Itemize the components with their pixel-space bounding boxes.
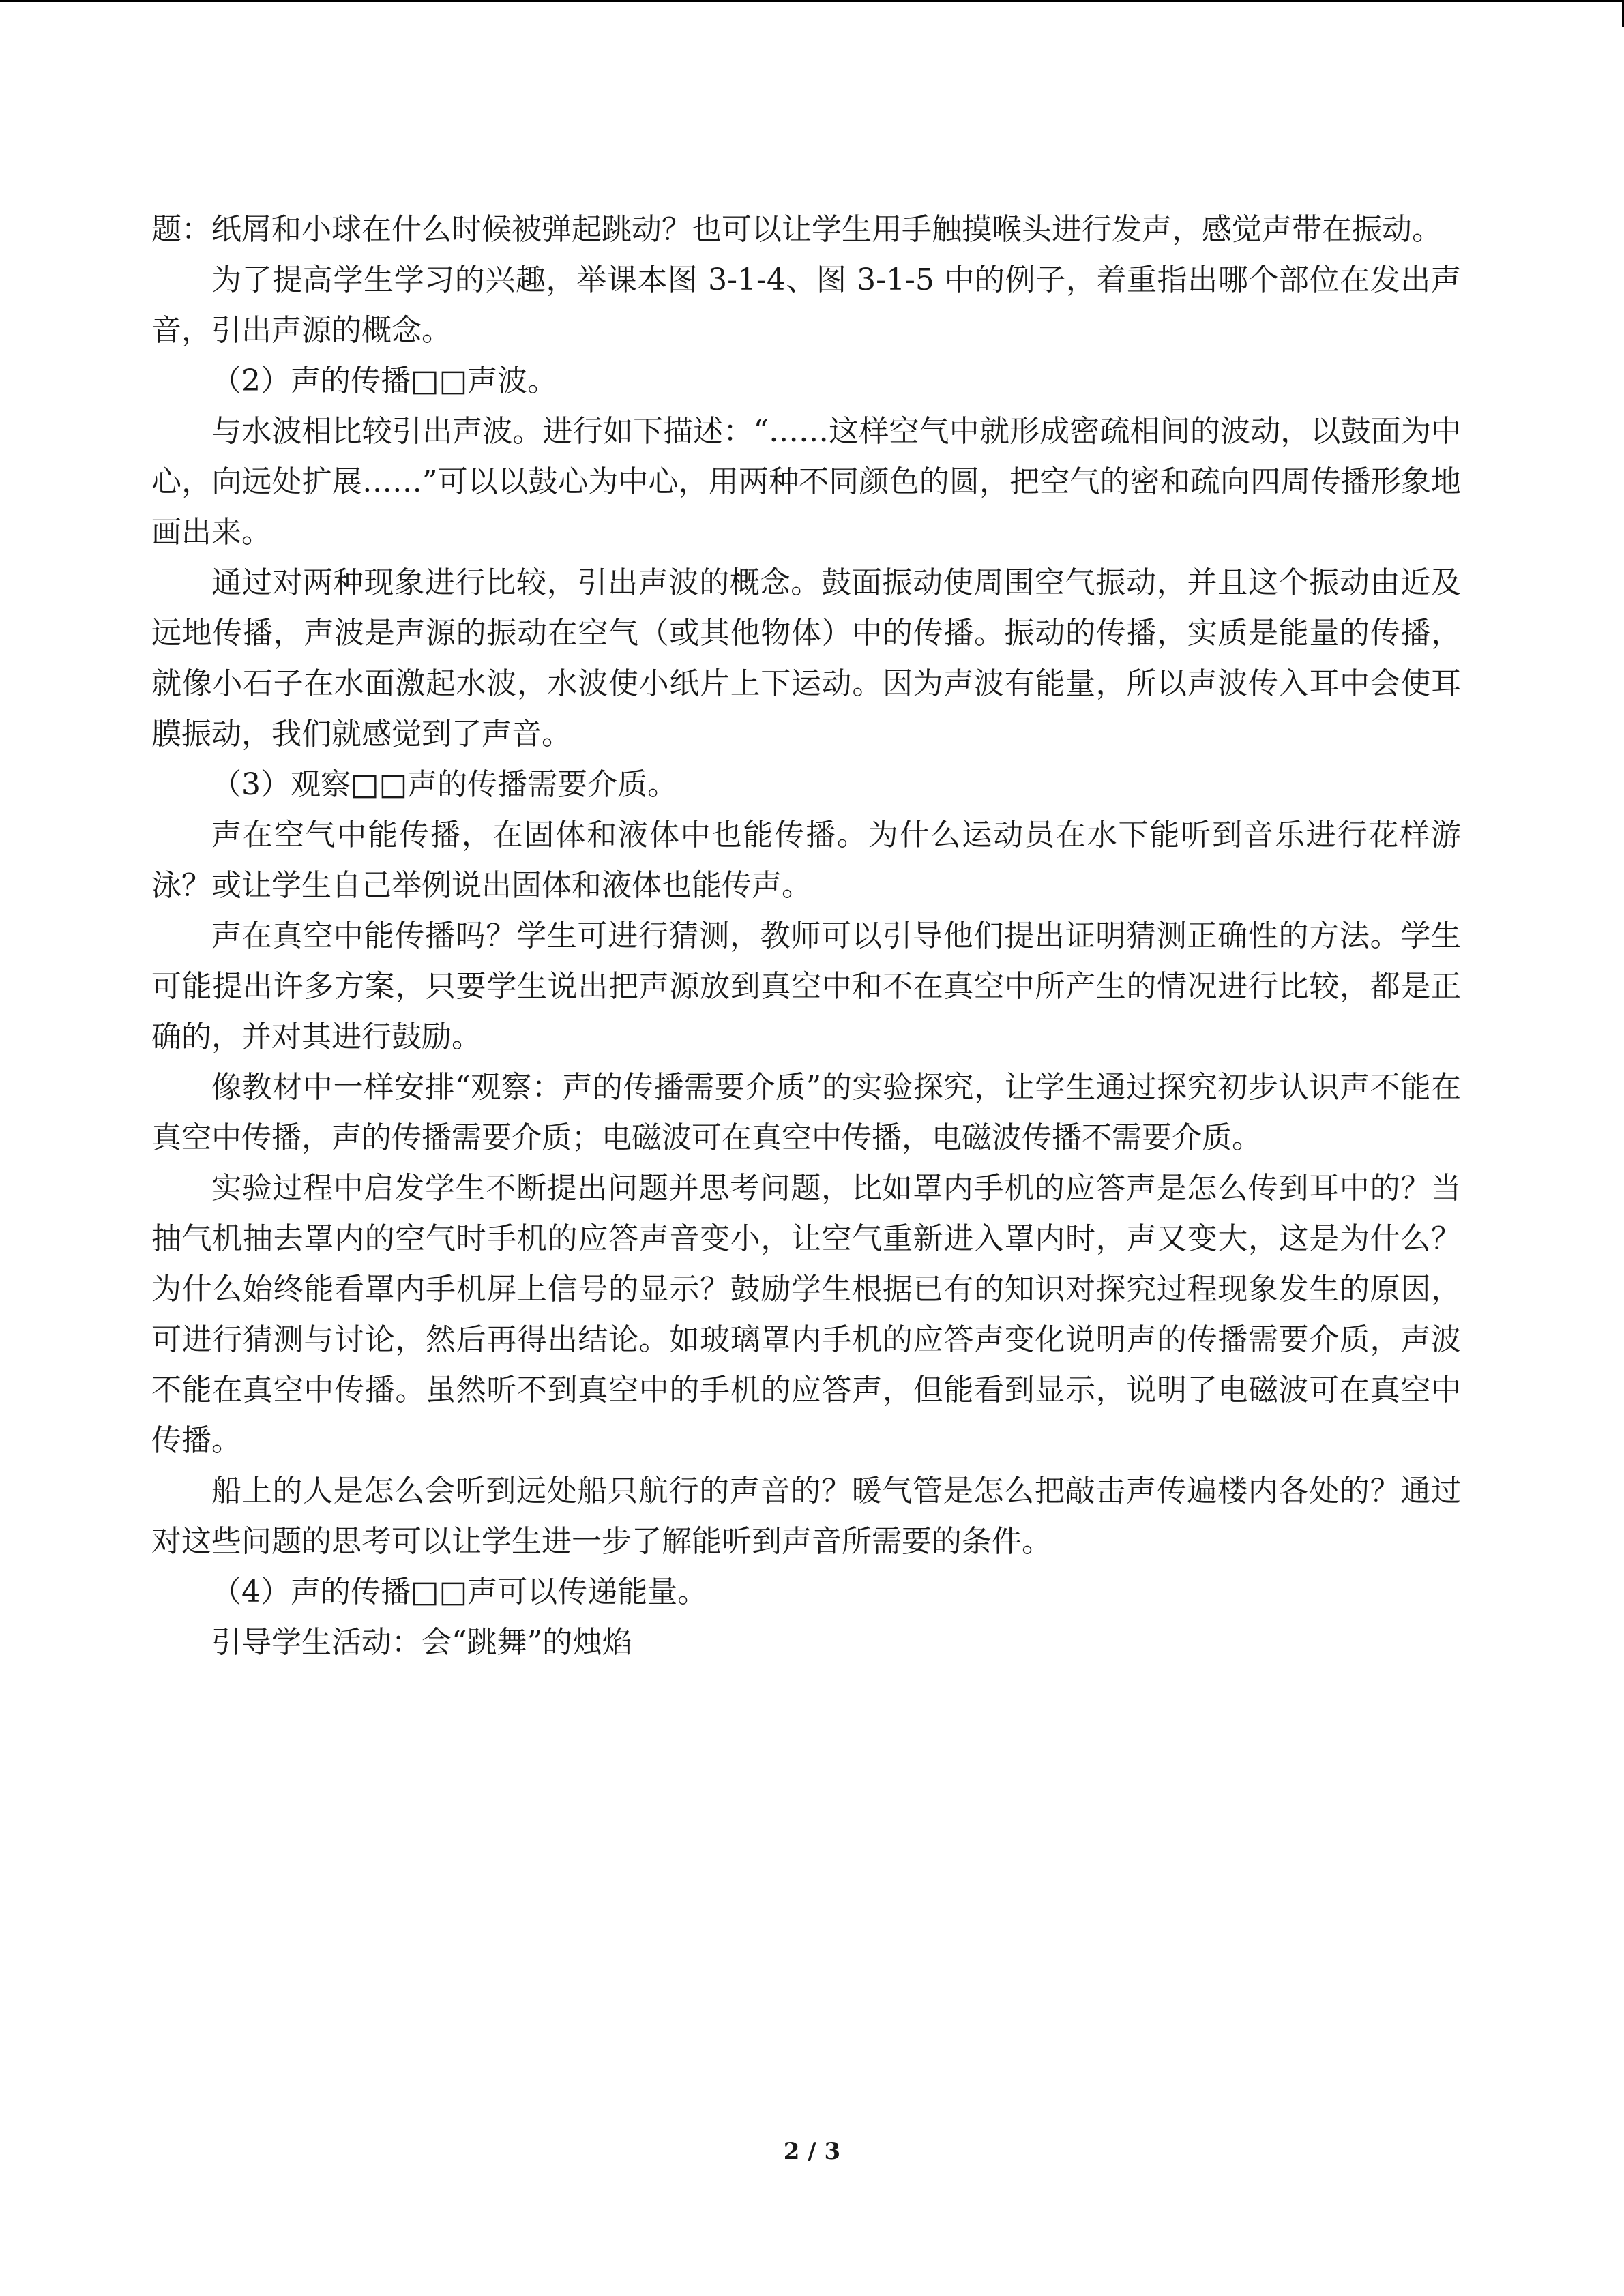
paragraph-water-wave-compare: 与水波相比较引出声波。进行如下描述：“……这样空气中就形成密疏相间的波动，以鼓面为中心，向远处扩展……”可以以鼓心为中心，用两种不同颜色的圆，把空气的密和疏向四周传播形象地画出来。	[151, 414, 1461, 550]
section-heading-energy: （4）声的传播□□声可以传递能量。	[211, 1575, 708, 1609]
paragraph-ship-question: 船上的人是怎么会听到远处船只航行的声音的？暖气管是怎么把敲击声传遍楼内各处的？通过对这些问题的思考可以让学生进一步了解能听到声音所需要的条件。	[151, 1474, 1461, 1559]
page-number: 2 / 3	[783, 2138, 841, 2165]
document-body	[151, 205, 1461, 1668]
section-heading-medium: （3）观察□□声的传播需要介质。	[211, 767, 678, 802]
paragraph-experiment-arrangement: 像教材中一样安排“观察：声的传播需要介质”的实验探究，让学生通过探究初步认识声不能在真空中传播，声的传播需要介质；电磁波可在真空中传播，电磁波传播不需要介质。	[151, 1070, 1461, 1155]
paragraph-activity: 引导学生活动：会“跳舞”的烛焰	[211, 1625, 632, 1660]
paragraph-sound-source: 为了提高学生学习的兴趣，举课本图 3-1-4、图 3-1-5 中的例子，着重指出哪个部位在发出声音，引出声源的概念。	[151, 263, 1461, 348]
paragraph-sound-wave-concept: 通过对两种现象进行比较，引出声波的概念。鼓面振动使周围空气振动，并且这个振动由近及远地传播，声波是声源的振动在空气（或其他物体）中的传播。振动的传播，实质是能量的传播，就像小石子在水面激起水波，水波使小纸片上下运动。因为声波有能量，所以声波传入耳中会使耳膜振动，我们就感觉到了声音。	[151, 565, 1461, 751]
page-top-border	[0, 0, 1624, 2]
paragraph-solid-liquid: 声在空气中能传播，在固体和液体中也能传播。为什么运动员在水下能听到音乐进行花样游泳？或让学生自己举例说出固体和液体也能传声。	[151, 818, 1461, 903]
paragraph-vacuum-question: 声在真空中能传播吗？学生可进行猜测，教师可以引导他们提出证明猜测正确性的方法。学生可能提出许多方案，只要学生说出把声源放到真空中和不在真空中所产生的情况进行比较，都是正确的，并对其进行鼓励。	[151, 919, 1461, 1054]
section-heading-sound-wave: （2）声的传播□□声波。	[211, 363, 558, 398]
paragraph-continuation: 题：纸屑和小球在什么时候被弹起跳动？也可以让学生用手触摸喉头进行发声，感觉声带在振动。	[151, 212, 1442, 247]
paragraph-experiment-process: 实验过程中启发学生不断提出问题并思考问题，比如罩内手机的应答声是怎么传到耳中的？当抽气机抽去罩内的空气时手机的应答声音变小，让空气重新进入罩内时，声又变大，这是为什么？为什么始终能看罩内手机屏上信号的显示？鼓励学生根据已有的知识对探究过程现象发生的原因，可进行猜测与讨论，然后再得出结论。如玻璃罩内手机的应答声变化说明声的传播需要介质，声波不能在真空中传播。虽然听不到真空中的手机的应答声，但能看到显示，说明了电磁波可在真空中传播。	[151, 1171, 1461, 1458]
